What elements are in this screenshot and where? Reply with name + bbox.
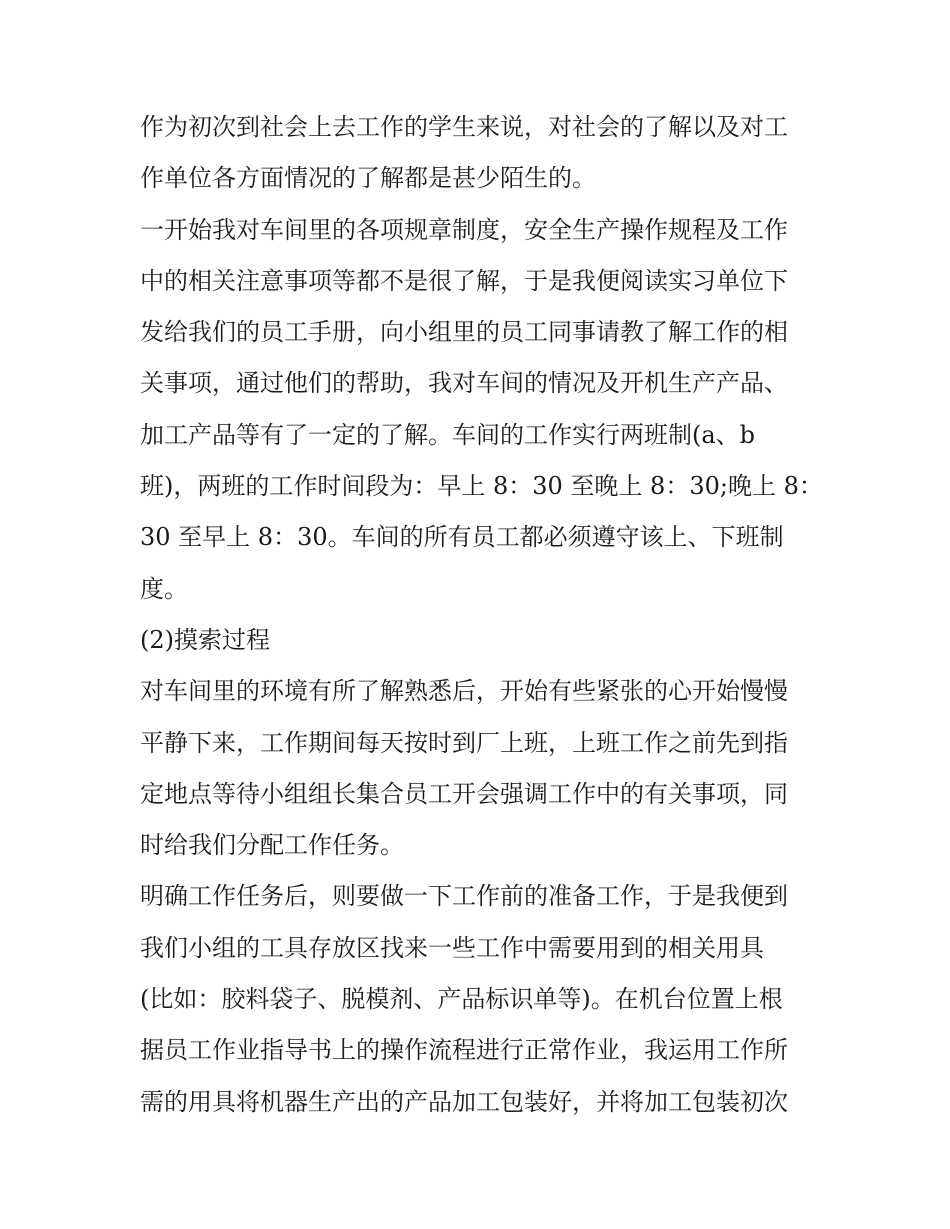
text-line: 度。 xyxy=(140,574,188,603)
text-line: 班)，两班的工作时间段为：早上 8：30 至晚上 8：30;晚上 8： xyxy=(140,472,823,501)
text-line: 定地点等待小组组长集合员工开会强调工作中的有关事项，同 xyxy=(140,779,788,808)
text-line: 需的用具将机器生产出的产品加工包装好，并将加工包装初次 xyxy=(140,1087,788,1116)
text-line: 一开始我对车间里的各项规章制度，安全生产操作规程及工作 xyxy=(140,215,788,244)
text-line: 加工产品等有了一定的了解。车间的工作实行两班制(a、b xyxy=(140,420,756,449)
text-line: 我们小组的工具存放区找来一些工作中需要用到的相关用具 xyxy=(140,933,764,962)
text-line: (比如：胶料袋子、脱模剂、产品标识单等)。在机台位置上根 xyxy=(140,985,783,1014)
text-line: 关事项，通过他们的帮助，我对车间的情况及开机生产产品、 xyxy=(140,369,788,398)
text-line: 中的相关注意事项等都不是很了解，于是我便阅读实习单位下 xyxy=(140,266,788,295)
section-heading: (2)摸索过程 xyxy=(140,625,270,654)
text-line: 平静下来，工作期间每天按时到厂上班，上班工作之前先到指 xyxy=(140,728,788,757)
text-line: 作单位各方面情况的了解都是甚少陌生的。 xyxy=(140,164,596,193)
text-line: 对车间里的环境有所了解熟悉后，开始有些紧张的心开始慢慢 xyxy=(140,677,788,706)
text-line: 发给我们的员工手册，向小组里的员工同事请教了解工作的相 xyxy=(140,318,788,347)
document-body xyxy=(140,102,830,1128)
text-line: 据员工作业指导书上的操作流程进行正常作业，我运用工作所 xyxy=(140,1036,788,1065)
text-line: 30 至早上 8：30。车间的所有员工都必须遵守该上、下班制 xyxy=(140,523,784,552)
text-line: 作为初次到社会上去工作的学生来说，对社会的了解以及对工 xyxy=(140,113,788,141)
text-line: 时给我们分配工作任务。 xyxy=(140,831,404,860)
text-line: 明确工作任务后，则要做一下工作前的准备工作，于是我便到 xyxy=(140,882,788,911)
